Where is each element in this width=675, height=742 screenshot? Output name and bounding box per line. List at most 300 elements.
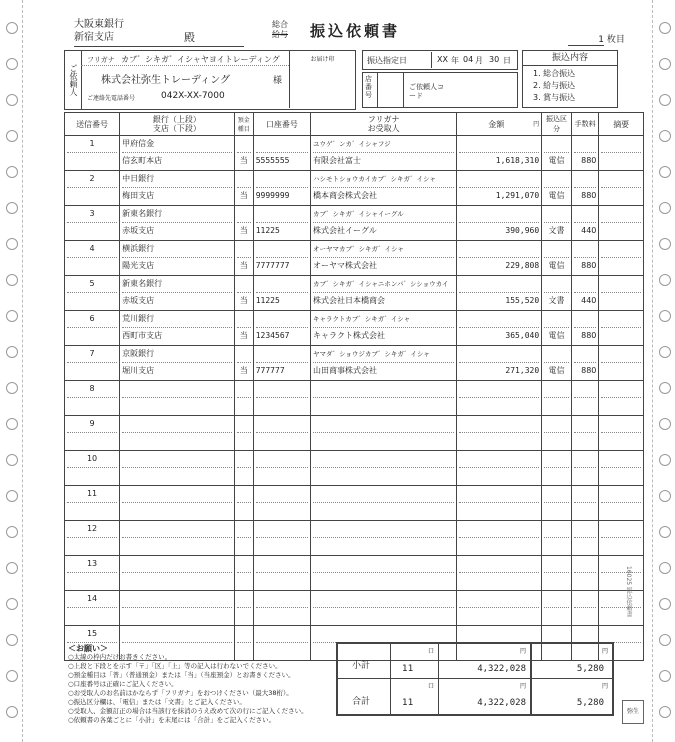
total-label: 合計 (352, 697, 371, 707)
row-furigana (313, 381, 454, 398)
account-cell (253, 416, 310, 451)
date-divider (431, 52, 432, 68)
row-number (65, 136, 120, 171)
form-title: 振込依頼書 (310, 22, 401, 40)
recipient-cell (310, 556, 456, 591)
row-recipient: オーヤマ株式会社 (312, 261, 377, 270)
row-amount: 229,808 (505, 261, 540, 270)
row-account-type (237, 608, 251, 624)
bank-cell (120, 206, 235, 241)
col-sender-no: 送信番号 (65, 113, 120, 136)
table-row (65, 171, 644, 206)
designated-era: XX (437, 55, 448, 64)
requester-furigana: カブ゛シキガ゛イシャヤヨイトレーディング (121, 55, 280, 64)
notice-block (68, 644, 330, 725)
kubun-cell (542, 486, 572, 521)
row-account-type (237, 468, 251, 484)
row-branch (122, 433, 232, 449)
type-cell (234, 206, 253, 241)
note-cell (599, 521, 644, 556)
row-furigana: ハシモトショウカイカブ゛シキガ゛イシャ (313, 171, 454, 188)
right-tractor-hole (659, 454, 671, 466)
col-amount-label: 金額 (488, 119, 505, 129)
row-number: 10 (67, 451, 117, 468)
left-tractor-hole (6, 346, 18, 358)
row-account-type: 当 (239, 366, 248, 375)
right-tractor-strip (652, 0, 675, 742)
row-kubun: 電信 (548, 191, 565, 200)
account-cell (253, 276, 310, 311)
notice-line-1: ○太線の枠内だけお書きください。 (68, 653, 172, 661)
row-fee: 880 (581, 366, 597, 375)
store-code-box (362, 72, 518, 108)
right-tractor-hole (659, 166, 671, 178)
row-account-type (237, 538, 251, 554)
row-number: 11 (67, 486, 117, 503)
row-amount (459, 608, 539, 624)
row-furigana: ユウゲ゛ンカ゛イシャフジ (313, 136, 454, 153)
row-branch (122, 608, 232, 624)
type-cell (234, 416, 253, 451)
table-row (65, 521, 644, 556)
bank-cell (120, 521, 235, 556)
amount-cell (457, 416, 542, 451)
right-tractor-hole (659, 94, 671, 106)
row-number: 2 (67, 171, 117, 188)
total-fee-yen: 円 (602, 683, 609, 690)
fee-cell (571, 206, 599, 241)
account-cell (253, 521, 310, 556)
row-fee: 440 (581, 296, 597, 305)
row-recipient (313, 468, 454, 484)
col-furigana: フリガナ (367, 115, 400, 124)
row-amount (459, 433, 539, 449)
total-amount: 4,322,028 (477, 698, 526, 708)
type-cell (234, 311, 253, 346)
note-cell (599, 451, 644, 486)
kubun-cell (542, 556, 572, 591)
row-branch: 梅田支店 (122, 191, 155, 200)
row-branch: 西町市支店 (122, 331, 163, 340)
table-row (65, 241, 644, 276)
note-cell (599, 416, 644, 451)
row-fee: 440 (581, 226, 597, 235)
col-bank: 銀行（上段） (152, 115, 201, 124)
type-cell (234, 241, 253, 276)
note-cell (599, 171, 644, 206)
account-cell (253, 451, 310, 486)
type-cell (234, 136, 253, 171)
row-kubun (544, 468, 569, 484)
amount-cell (457, 171, 542, 206)
right-tractor-hole (659, 562, 671, 574)
row-kubun: 電信 (548, 366, 565, 375)
designated-month: 04 (463, 55, 474, 64)
table-row (65, 591, 644, 626)
note-cell (599, 591, 644, 626)
fee-cell (571, 451, 599, 486)
row-number: 12 (67, 521, 117, 538)
left-tractor-hole (6, 454, 18, 466)
left-tractor-hole (6, 58, 18, 70)
row-amount: 1,291,070 (495, 191, 540, 200)
recipient-cell (310, 206, 456, 241)
kubun-cell (542, 521, 572, 556)
bank-name: 大阪東銀行 (74, 19, 124, 30)
col-kubun: 振込区分 (542, 113, 572, 136)
row-kubun: 電信 (548, 261, 565, 270)
subtotal-yen: 円 (520, 648, 527, 655)
type-stack (272, 20, 288, 40)
bank-block (74, 18, 195, 44)
transfer-request-form (28, 6, 648, 736)
col-note: 摘要 (599, 113, 644, 136)
row-fee (574, 503, 597, 519)
content-item-sogo: 1. 総合振込 (533, 69, 576, 78)
row-note (601, 153, 641, 169)
totals-divider (338, 678, 612, 679)
row-number: 7 (67, 346, 117, 363)
row-fee (574, 398, 597, 414)
row-kubun (544, 573, 569, 589)
store-divider-1 (377, 73, 378, 107)
row-number (65, 416, 120, 451)
recipient-cell (310, 346, 456, 381)
right-tractor-hole (659, 382, 671, 394)
fee-cell (571, 276, 599, 311)
row-kubun (544, 503, 569, 519)
amount-cell (457, 206, 542, 241)
left-tractor-hole (6, 634, 18, 646)
subtotal-amount: 4,322,028 (477, 664, 526, 674)
row-account-no (256, 398, 308, 414)
content-list (523, 66, 617, 106)
row-note (601, 468, 641, 484)
right-tractor-hole (659, 670, 671, 682)
transfer-content-box (522, 50, 618, 108)
bank-cell (120, 381, 235, 416)
type-cell (234, 171, 253, 206)
left-tractor-hole (6, 526, 18, 538)
left-tractor-hole (6, 670, 18, 682)
row-fee: 880 (581, 191, 597, 200)
notice-line-4: ○口座番号は正確にご記入ください。 (68, 680, 178, 688)
row-fee (574, 538, 597, 554)
col-recipient (310, 113, 456, 136)
row-account-no: 11225 (255, 296, 280, 305)
left-tractor-hole (6, 382, 18, 394)
account-cell (253, 206, 310, 241)
bank-cell (120, 486, 235, 521)
account-cell (253, 591, 310, 626)
totals-col-2 (438, 644, 439, 714)
left-tractor-hole (6, 310, 18, 322)
furigana-label: フリガナ (87, 56, 115, 64)
right-tractor-hole (659, 274, 671, 286)
left-tractor-hole (6, 166, 18, 178)
left-tractor-hole (6, 202, 18, 214)
kubun-cell (542, 381, 572, 416)
bank-cell (120, 276, 235, 311)
row-kubun: 電信 (548, 331, 565, 340)
fee-cell (571, 171, 599, 206)
row-account-no: 9999999 (255, 191, 290, 200)
kubun-cell (542, 416, 572, 451)
row-bank (122, 486, 232, 503)
row-account-type: 当 (239, 226, 248, 235)
row-bank (122, 626, 232, 643)
row-recipient (313, 573, 454, 589)
row-account-no: 11225 (255, 226, 280, 235)
row-number (65, 521, 120, 556)
row-kubun: 文書 (548, 226, 565, 235)
bank-cell (120, 591, 235, 626)
row-kubun (544, 398, 569, 414)
notice-line-7: ○受取人、金額訂正の場合は当該行を抹消のうえ改めて次の行にご記入ください。 (68, 707, 308, 715)
row-account-no (256, 573, 308, 589)
recipient-cell (310, 381, 456, 416)
honorific: 殿 (184, 31, 195, 44)
row-bank (122, 591, 232, 608)
row-note (601, 433, 641, 449)
fee-cell (571, 486, 599, 521)
total-yen: 円 (520, 683, 527, 690)
row-branch (122, 468, 232, 484)
row-note (601, 258, 641, 274)
row-bank (122, 556, 232, 573)
row-recipient: 株式会社日本橋商会 (312, 296, 385, 305)
right-tractor-hole (659, 58, 671, 70)
table-row (65, 346, 644, 381)
row-kubun: 電信 (548, 156, 565, 165)
row-number: 1 (67, 136, 117, 153)
row-number: 9 (67, 416, 117, 433)
left-tractor-hole (6, 238, 18, 250)
row-branch: 赤坂支店 (122, 296, 155, 305)
bank-cell (120, 556, 235, 591)
account-cell (253, 381, 310, 416)
left-tractor-hole (6, 598, 18, 610)
row-number: 13 (67, 556, 117, 573)
row-number (65, 241, 120, 276)
note-cell (599, 346, 644, 381)
row-note (601, 503, 641, 519)
notice-line-3: ○預金種目は「普」（普通預金）または「当」（当座預金）とお書きください。 (68, 671, 295, 679)
row-note (601, 398, 641, 414)
row-bank (122, 416, 232, 433)
col-account-type: 預金種目 (234, 113, 253, 136)
kubun-cell (542, 241, 572, 276)
page-counter (568, 32, 625, 46)
account-cell (253, 241, 310, 276)
totals-col-1 (390, 644, 391, 714)
store-label: 店番号 (365, 75, 372, 99)
month-suffix: 月 (475, 56, 483, 65)
note-cell (599, 276, 644, 311)
designated-label: 振込指定日 (367, 56, 407, 65)
row-fee (574, 608, 597, 624)
row-kubun (544, 538, 569, 554)
row-bank (122, 521, 232, 538)
row-number: 8 (67, 381, 117, 398)
recipient-cell (310, 451, 456, 486)
row-bank: 新東名銀行 (122, 206, 232, 223)
row-number (65, 311, 120, 346)
fee-cell (571, 521, 599, 556)
row-furigana: カブ゛シキガ゛イシャニホンバ゛シショウカイ (313, 276, 454, 293)
row-branch: 赤坂支店 (122, 226, 155, 235)
fee-cell (571, 311, 599, 346)
row-account-type (237, 573, 251, 589)
right-tractor-hole (659, 490, 671, 502)
row-fee (574, 468, 597, 484)
col-recipient-name: お受取人 (367, 124, 400, 133)
row-furigana (313, 556, 454, 573)
kubun-cell (542, 591, 572, 626)
recipient-cell (310, 171, 456, 206)
row-fee: 880 (581, 261, 597, 270)
row-account-type (237, 503, 251, 519)
total-kuchi: 口 (428, 683, 435, 690)
row-bank: 荒川銀行 (122, 311, 232, 328)
kubun-cell (542, 311, 572, 346)
content-item-kyuyo: 2. 給与振込 (533, 81, 576, 90)
row-account-type (237, 433, 251, 449)
table-row (65, 416, 644, 451)
account-cell (253, 556, 310, 591)
row-account-type: 当 (239, 156, 248, 165)
row-number (65, 276, 120, 311)
row-number (65, 381, 120, 416)
page-number: 1 (568, 35, 604, 46)
row-furigana: キャラクトカブ゛シキガ゛イシャ (313, 311, 454, 328)
col-amount (457, 113, 542, 136)
col-yen: 円 (533, 120, 540, 128)
requester-name: 株式会社弥生トレーディング (101, 75, 230, 86)
left-tractor-hole (6, 274, 18, 286)
table-row (65, 311, 644, 346)
amount-cell (457, 276, 542, 311)
row-account-no (256, 538, 308, 554)
requester-tel: 042X-XX-7000 (161, 91, 225, 101)
row-bank: 京阪銀行 (122, 346, 232, 363)
row-number (65, 206, 120, 241)
subtotal-kuchi: 口 (428, 648, 435, 655)
subtotal-fee: 5,280 (576, 664, 604, 674)
seal-label: お届け印 (310, 56, 335, 63)
row-bank (122, 381, 232, 398)
total-fee: 5,280 (576, 698, 604, 708)
type-cell (234, 591, 253, 626)
amount-cell (457, 521, 542, 556)
furigana-divider (81, 65, 289, 66)
type-cell (234, 521, 253, 556)
row-amount: 365,040 (505, 331, 540, 340)
account-cell (253, 311, 310, 346)
row-note (601, 188, 641, 204)
row-amount (459, 398, 539, 414)
amount-cell (457, 136, 542, 171)
bank-cell (120, 311, 235, 346)
row-number: 3 (67, 206, 117, 223)
row-amount: 271,320 (505, 366, 540, 375)
fee-cell (571, 556, 599, 591)
note-cell (599, 381, 644, 416)
bank-cell (120, 171, 235, 206)
subtotal-fee-yen: 円 (602, 648, 609, 655)
row-account-no (256, 503, 308, 519)
row-account-no (256, 468, 308, 484)
bank-cell (120, 416, 235, 451)
seal-area (289, 51, 355, 108)
left-tractor-strip (0, 0, 23, 742)
row-furigana (313, 486, 454, 503)
recipient-cell (310, 486, 456, 521)
amount-cell (457, 556, 542, 591)
right-tractor-hole (659, 22, 671, 34)
kyuyo-label: 給与 (272, 30, 288, 39)
right-tractor-hole (659, 238, 671, 250)
account-cell (253, 486, 310, 521)
row-note (601, 328, 641, 344)
notice-line-5: ○お受取人のお名前はかならず「フリガナ」をおつけください（最大38桁）。 (68, 689, 293, 697)
bank-cell (120, 136, 235, 171)
row-bank: 新東名銀行 (122, 276, 232, 293)
row-bank: 横浜銀行 (122, 241, 232, 258)
store-divider-2 (403, 73, 404, 107)
row-furigana (313, 626, 454, 643)
row-recipient: 山田商事株式会社 (312, 366, 377, 375)
row-furigana (313, 521, 454, 538)
page-suffix: 枚目 (606, 35, 625, 45)
row-number: 15 (67, 626, 117, 643)
recipient-cell (310, 276, 456, 311)
account-cell (253, 346, 310, 381)
left-tractor-hole (6, 490, 18, 502)
row-recipient: 有限会社富士 (312, 156, 361, 165)
kubun-cell (542, 136, 572, 171)
row-account-type: 当 (239, 331, 248, 340)
row-furigana: オーヤマカブ゛シキガ゛イシャ (313, 241, 454, 258)
row-number: 14 (67, 591, 117, 608)
row-note (601, 293, 641, 309)
table-row (65, 451, 644, 486)
amount-cell (457, 381, 542, 416)
table-header-row (65, 113, 644, 136)
row-note (601, 538, 641, 554)
row-recipient (313, 538, 454, 554)
row-branch: 陽光支店 (122, 261, 155, 270)
fee-cell (571, 346, 599, 381)
notice-line-2: ○上段と下段とを示す「〒」「区」「上」等の記入は行わないでください。 (68, 662, 282, 670)
row-note (601, 573, 641, 589)
type-cell (234, 451, 253, 486)
transfer-table (64, 112, 644, 661)
row-recipient (313, 433, 454, 449)
row-amount (459, 573, 539, 589)
right-tractor-hole (659, 310, 671, 322)
row-kubun (544, 608, 569, 624)
requester-box (64, 50, 356, 110)
table-row (65, 276, 644, 311)
row-kubun: 文書 (548, 296, 565, 305)
bank-cell (120, 241, 235, 276)
content-title: 振込内容 (523, 51, 617, 66)
kubun-cell (542, 171, 572, 206)
type-cell (234, 486, 253, 521)
row-number (65, 346, 120, 381)
row-number: 6 (67, 311, 117, 328)
